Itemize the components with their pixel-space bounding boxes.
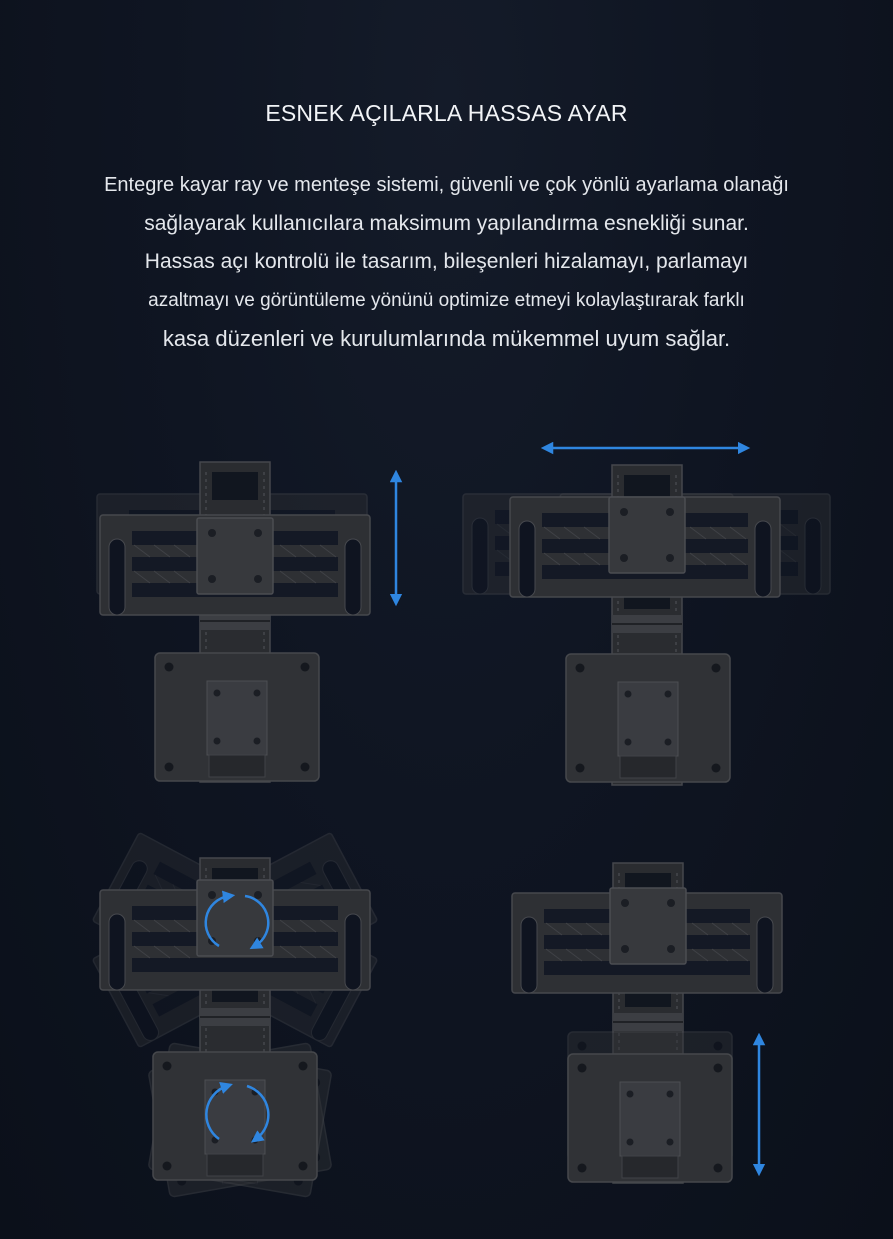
bracket-horizontal-slide <box>463 465 830 785</box>
description-line: Entegre kayar ray ve menteşe sistemi, güvenli ve çok yönlü ayarlama olanağı <box>104 174 789 196</box>
description-line: Hassas açı kontrolü ile tasarım, bileşenleri hizalamayı, parlamayı <box>144 250 749 273</box>
bracket-vertical-slide <box>97 462 370 782</box>
description-line: kasa düzenleri ve kurulumlarında mükemmel uyum sağlar. <box>162 326 731 351</box>
section-title: ESNEK AÇILARLA HASSAS AYAR <box>265 100 628 126</box>
description-line: sağlayarak kullanıcılara maksimum yapılandırma esnekliği sunar. <box>144 211 749 235</box>
bracket-rotation <box>92 832 377 1197</box>
bracket-plate-slide <box>512 863 782 1183</box>
description-line: azaltmayı ve görüntüleme yönünü optimize etmeyi kolaylaştırarak farklı <box>148 289 745 311</box>
